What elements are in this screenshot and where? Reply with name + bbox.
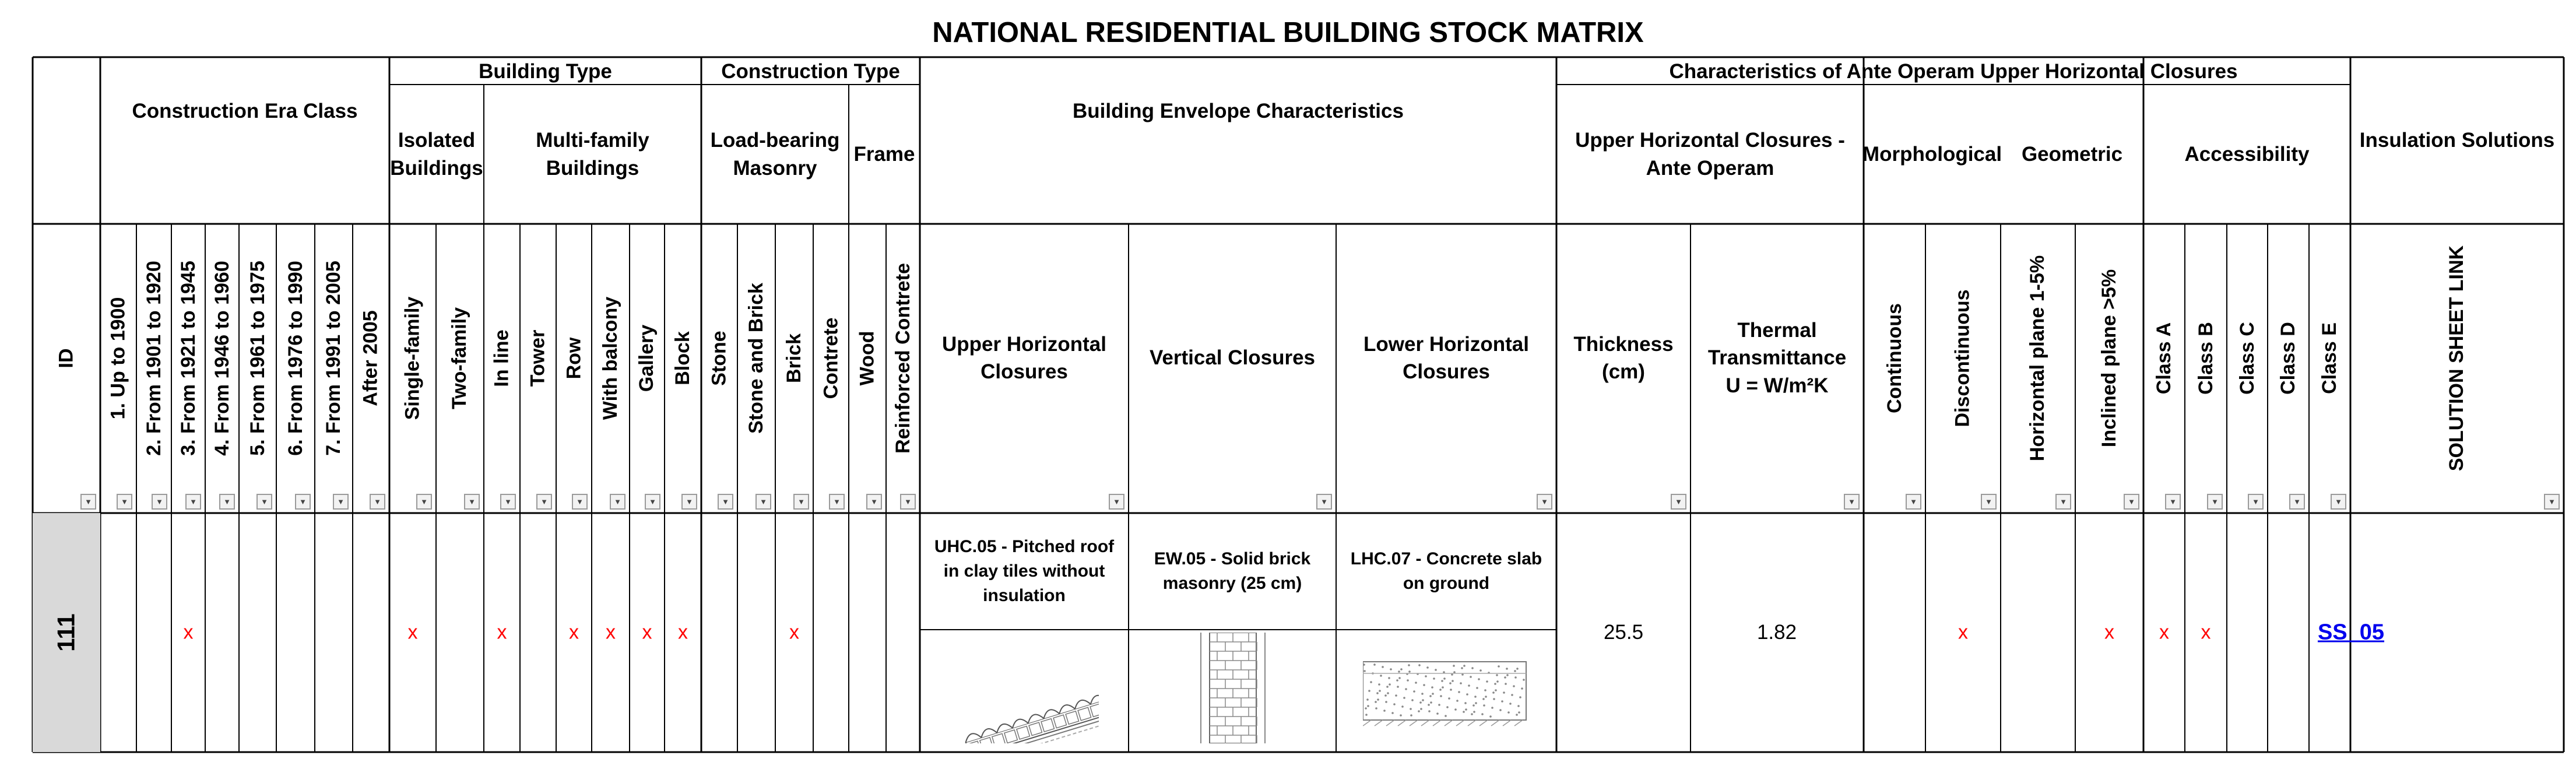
check-mark-ac0: x: [2159, 621, 2169, 644]
col-header-label: Class A: [2153, 322, 2175, 394]
col-header-era4: [239, 224, 276, 492]
col-header-label: Discontinuous: [1952, 289, 1974, 427]
filter-dropdown-ac1[interactable]: [2207, 494, 2223, 510]
filter-dropdown-era6[interactable]: [333, 494, 349, 510]
col-header-label: 5. From 1961 to 1975: [246, 260, 269, 456]
filter-dropdown-ge0[interactable]: [2055, 494, 2071, 510]
filter-dropdown-env1[interactable]: [1316, 494, 1332, 510]
col-header-label: SOLUTION SHEET LINK: [2445, 245, 2468, 471]
col-header-lb0: [701, 224, 737, 492]
transmittance-value: 1.82: [1756, 621, 1797, 644]
check-mark-mf2: x: [569, 621, 579, 644]
dropdown-arrow-icon: ▼: [614, 497, 621, 506]
col-header-mf1: [520, 224, 556, 492]
col-header-label: Wood: [856, 331, 878, 385]
col-header-era1: [136, 224, 171, 492]
dropdown-arrow-icon: ▼: [299, 497, 307, 506]
subgroup-loadbearing: Load-bearing Masonry: [710, 129, 840, 180]
col-header-label: Stone and Brick: [745, 282, 767, 434]
col-header-mf4: [630, 224, 665, 492]
dropdown-arrow-icon: ▼: [833, 497, 841, 506]
filter-dropdown-mo1[interactable]: [1981, 494, 1997, 510]
filter-dropdown-mf5[interactable]: [681, 494, 697, 510]
uhc-description: UHC.05 - Pitched roof in clay tiles without insulation: [934, 537, 1115, 605]
dropdown-arrow-icon: ▼: [540, 497, 548, 506]
col-header-label: 7. From 1991 to 2005: [322, 260, 345, 456]
filter-dropdown-era1[interactable]: [152, 494, 167, 510]
check-mark-era2: x: [183, 621, 194, 644]
filter-dropdown-mf1[interactable]: [536, 494, 552, 510]
dropdown-arrow-icon: ▼: [2169, 497, 2177, 506]
col-header-label: 4. From 1946 to 1960: [210, 260, 233, 456]
filter-dropdown-lb2[interactable]: [793, 494, 809, 510]
filter-dropdown-ac0[interactable]: [2165, 494, 2181, 510]
col-header-era0: [100, 224, 136, 492]
col-header-label: Inclined plane >5%: [2098, 269, 2120, 447]
col-header-label: In line: [490, 329, 513, 387]
filter-dropdown-ac4[interactable]: [2331, 494, 2346, 510]
filter-dropdown-env2[interactable]: [1537, 494, 1552, 510]
dropdown-arrow-icon: ▼: [1320, 497, 1328, 506]
filter-dropdown-sol[interactable]: [2544, 494, 2560, 510]
dropdown-arrow-icon: ▼: [420, 497, 428, 506]
check-mark-lb2: x: [789, 621, 799, 644]
dropdown-arrow-icon: ▼: [2211, 497, 2219, 506]
dropdown-arrow-icon: ▼: [1113, 497, 1120, 506]
transmittance-header-line: Transmittance: [1707, 346, 1847, 370]
subgroup-geometric: Geometric: [2021, 142, 2123, 166]
subgroup-multifamily: Multi-family Buildings: [536, 129, 649, 180]
filter-dropdown-mo0[interactable]: [1906, 494, 1921, 510]
subgroup-era: Construction Era Class: [132, 100, 358, 123]
col-header-label: Single-family: [401, 296, 424, 420]
transmittance-header-line: U = W/m²K: [1725, 374, 1829, 397]
check-mark-mf3: x: [606, 621, 616, 644]
dropdown-arrow-icon: ▼: [1675, 497, 1682, 506]
dropdown-arrow-icon: ▼: [468, 497, 476, 506]
subgroup-uhc-ante: Upper Horizontal Closures -Ante Operam: [1575, 129, 1845, 180]
dropdown-arrow-icon: ▼: [1848, 497, 1855, 506]
subgroup-morphological: Morphological: [1862, 142, 2002, 166]
page-title: NATIONAL RESIDENTIAL BUILDING STOCK MATRIX: [932, 17, 1644, 48]
dropdown-arrow-icon: ▼: [576, 497, 584, 506]
col-header-lb1: [737, 224, 775, 492]
col-header-iso0: [389, 224, 436, 492]
lhc-description: LHC.07 - Concrete slab on ground: [1350, 549, 1542, 593]
dropdown-arrow-icon: ▼: [85, 497, 92, 506]
filter-dropdown-iso0[interactable]: [416, 494, 432, 510]
filter-dropdown-era3[interactable]: [219, 494, 235, 510]
col-header-ac3: [2268, 224, 2309, 492]
filter-dropdown-era5[interactable]: [295, 494, 311, 510]
col-header-env2: Lower Horizontal Closures: [1363, 332, 1529, 383]
pitched-roof-drawing: [953, 633, 1099, 743]
check-mark-ge1: x: [2104, 621, 2114, 644]
group-characteristics: Characteristics of Ante Operam Upper Horizontal Closures: [1669, 60, 2238, 83]
col-header-mf5: [665, 224, 701, 492]
col-header-label: With balcony: [599, 296, 622, 420]
col-header-fr1: [886, 224, 920, 492]
check-mark-mo1: x: [1958, 621, 1968, 644]
dropdown-arrow-icon: ▼: [760, 497, 767, 506]
filter-dropdown-mf2[interactable]: [572, 494, 588, 510]
col-header-lb2: [775, 224, 813, 492]
row-id: 111: [52, 613, 80, 652]
filter-dropdown-era7[interactable]: [370, 494, 385, 510]
col-header-ac2: [2227, 224, 2268, 492]
col-header-env0: Upper Horizontal Closures: [942, 332, 1106, 383]
dropdown-arrow-icon: ▼: [870, 497, 878, 506]
filter-dropdown-env0[interactable]: [1109, 494, 1124, 510]
col-header-label: 2. From 1901 to 1920: [142, 260, 165, 456]
col-header-label: 3. From 1921 to 1945: [177, 260, 199, 456]
filter-dropdown-era0[interactable]: [117, 494, 132, 510]
dropdown-arrow-icon: ▼: [1910, 497, 1917, 506]
subgroup-accessibility: Accessibility: [2184, 142, 2310, 166]
dropdown-arrow-icon: ▼: [649, 497, 656, 506]
concrete-slab-drawing: [1363, 638, 1529, 735]
col-header-era6: [315, 224, 353, 492]
transmittance-header-line: Thermal: [1737, 319, 1817, 342]
col-header-label: Brick: [783, 333, 805, 383]
col-header-era2: [171, 224, 205, 492]
col-header-fr0: [849, 224, 886, 492]
col-header-label: Row: [563, 337, 585, 379]
col-header-label: Block: [672, 331, 694, 385]
subgroup-envelope: Building Envelope Characteristics: [1073, 100, 1404, 123]
filter-dropdown-mf3[interactable]: [610, 494, 625, 510]
dropdown-arrow-icon: ▼: [156, 497, 163, 506]
col-header-label: ID: [55, 348, 78, 368]
col-header-iso1: [436, 224, 484, 492]
dropdown-arrow-icon: ▼: [337, 497, 345, 506]
col-header-label: Stone: [708, 330, 730, 386]
filter-dropdown-era4[interactable]: [256, 494, 272, 510]
brick-wall-drawing: [1178, 633, 1288, 743]
filter-dropdown-trans[interactable]: [1844, 494, 1860, 510]
col-header-label: 1. Up to 1900: [107, 297, 129, 419]
subgroup-frame: Frame: [853, 142, 915, 166]
dropdown-arrow-icon: ▼: [2548, 497, 2556, 506]
filter-dropdown-mf4[interactable]: [645, 494, 660, 510]
col-header-label: Class B: [2194, 321, 2217, 395]
col-header-label: Class E: [2318, 322, 2341, 394]
dropdown-arrow-icon: ▼: [2128, 497, 2135, 506]
col-header-id: [33, 224, 100, 492]
col-header-label: Two-family: [448, 307, 471, 409]
col-header-label: Gallery: [635, 324, 658, 392]
dropdown-arrow-icon: ▼: [686, 497, 693, 506]
filter-dropdown-era2[interactable]: [185, 494, 201, 510]
filter-dropdown-iso1[interactable]: [464, 494, 480, 510]
filter-dropdown-id[interactable]: [80, 494, 96, 510]
thickness-value: 25.5: [1603, 621, 1644, 644]
check-mark-ac1: x: [2201, 621, 2211, 644]
dropdown-arrow-icon: ▼: [904, 497, 912, 506]
group-construction-type: Construction Type: [721, 60, 900, 83]
col-header-ge0: [2001, 224, 2075, 492]
filter-dropdown-fr1[interactable]: [900, 494, 916, 510]
col-header-ge1: [2075, 224, 2143, 492]
col-header-lb3: [813, 224, 849, 492]
col-header-transmittance: [1691, 224, 1864, 492]
col-header-ac0: [2143, 224, 2185, 492]
check-mark-mf0: x: [497, 621, 507, 644]
filter-dropdown-lb3[interactable]: [829, 494, 845, 510]
group-building-type: Building Type: [479, 60, 612, 83]
dropdown-arrow-icon: ▼: [797, 497, 805, 506]
col-header-mf3: [592, 224, 630, 492]
filter-dropdown-fr0[interactable]: [866, 494, 882, 510]
dropdown-arrow-icon: ▼: [2060, 497, 2067, 506]
col-header-era3: [205, 224, 239, 492]
dropdown-arrow-icon: ▼: [2252, 497, 2259, 506]
col-header-label: Continuous: [1883, 303, 1906, 413]
vc-description: EW.05 - Solid brick masonry (25 cm): [1154, 549, 1311, 593]
dropdown-arrow-icon: ▼: [1985, 497, 1992, 506]
solution-sheet-link[interactable]: SS_05: [2317, 620, 2385, 645]
check-mark-iso0: x: [407, 621, 418, 644]
col-header-mf0: [484, 224, 520, 492]
row-id-cell: [33, 513, 100, 752]
col-header-label: Reinforced Contrete: [891, 262, 914, 454]
filter-dropdown-thick[interactable]: [1671, 494, 1686, 510]
col-header-mo1: [1925, 224, 2001, 492]
col-header-label: Class C: [2236, 321, 2258, 395]
col-header-ac4: [2309, 224, 2350, 492]
dropdown-arrow-icon: ▼: [2335, 497, 2342, 506]
dropdown-arrow-icon: ▼: [261, 497, 268, 506]
filter-dropdown-ac3[interactable]: [2289, 494, 2305, 510]
col-header-label: Horizontal plane 1-5%: [2026, 255, 2049, 461]
col-header-era7: [353, 224, 389, 492]
col-header-thick: Thickness (cm): [1573, 332, 1674, 383]
col-header-mf2: [556, 224, 592, 492]
col-header-label: 6. From 1976 to 1990: [284, 260, 307, 456]
col-header-label: After 2005: [360, 310, 382, 406]
dropdown-arrow-icon: ▼: [504, 497, 512, 506]
dropdown-arrow-icon: ▼: [223, 497, 231, 506]
col-header-label: Class D: [2277, 321, 2300, 395]
subgroup-insulation: Insulation Solutions: [2359, 129, 2555, 152]
filter-dropdown-ge1[interactable]: [2124, 494, 2139, 510]
dropdown-arrow-icon: ▼: [722, 497, 729, 506]
col-header-label: Contrete: [820, 317, 842, 399]
filter-dropdown-mf0[interactable]: [500, 494, 516, 510]
col-header-ac1: [2185, 224, 2227, 492]
dropdown-arrow-icon: ▼: [374, 497, 381, 506]
col-header-env1: Vertical Closures: [1149, 346, 1316, 370]
dropdown-arrow-icon: ▼: [121, 497, 128, 506]
check-mark-mf4: x: [642, 621, 652, 644]
col-header-mo0: [1864, 224, 1925, 492]
col-header-label: Tower: [526, 329, 549, 387]
filter-dropdown-lb1[interactable]: [755, 494, 771, 510]
dropdown-arrow-icon: ▼: [1541, 497, 1548, 506]
filter-dropdown-ac2[interactable]: [2248, 494, 2264, 510]
dropdown-arrow-icon: ▼: [189, 497, 197, 506]
check-mark-mf5: x: [678, 621, 688, 644]
subgroup-isolated: Isolated Buildings: [390, 129, 483, 180]
col-header-sol: [2350, 224, 2564, 492]
filter-dropdown-lb0[interactable]: [718, 494, 733, 510]
dropdown-arrow-icon: ▼: [2293, 497, 2301, 506]
col-header-era5: [276, 224, 315, 492]
